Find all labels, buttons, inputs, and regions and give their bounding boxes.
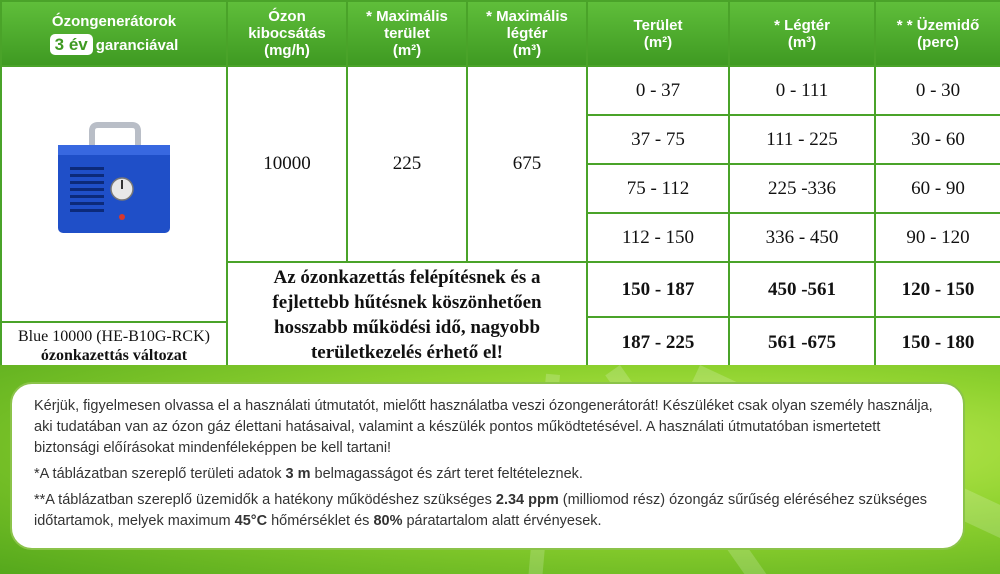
- header-area-l1: Terület: [633, 16, 683, 34]
- row-time: 60 - 90: [875, 164, 1000, 213]
- spec-max-area: 225: [347, 66, 467, 262]
- row-air: 336 - 450: [729, 213, 875, 262]
- notice-paragraph-3: **A táblázatban szereplő üzemidők a hatékony működéshez szükséges 2.34 ppm (milliomod rész) ózongáz sűrűség eléréséhez szükséges időtartamok, melyek maximum 45°C hőmérséklet és 80% páratartalom alatt érvényesek.: [34, 492, 928, 529]
- row-time: 150 - 180: [875, 317, 1000, 368]
- header-ozone-output: [227, 1, 347, 66]
- notice-paragraph-1: Kérjük, figyelmesen olvassa el a használati útmutatót, mielőtt használatba veszi ózongenerátorát! Készüléket csak olyan személy használja, aki tudatában van az ózon gáz élettani hatásaival, valamint a készülék pontos működtetésével. A használati útmutatóban ismertetett biztonsági előírásokat mindenféleképpen be kell tartani!: [34, 398, 933, 456]
- header-max-area-l3: (m²): [392, 42, 422, 59]
- header-ozone-l3: (mg/h): [264, 42, 310, 59]
- product-variant: ózonkazettás változat: [40, 347, 188, 364]
- row-air: 225 -336: [729, 164, 875, 213]
- header-max-area-l2: terület: [384, 25, 430, 42]
- header-air: [729, 1, 875, 66]
- table-header-row: [1, 1, 1000, 66]
- row-air: 0 - 111: [729, 66, 875, 115]
- cassette-note-l1: Az ózonkazettás felépítésnek és a: [273, 267, 541, 288]
- header-runtime: [875, 1, 1000, 66]
- cassette-note-l3: hosszabb működési idő, nagyobb: [273, 317, 541, 338]
- header-max-air-l2: légtér: [506, 25, 548, 42]
- product-cell: [1, 66, 227, 368]
- header-max-air-l3: (m³): [512, 42, 542, 59]
- row-area: 0 - 37: [587, 66, 729, 115]
- cassette-note-l4: területkezelés érhető el!: [310, 342, 503, 363]
- header-air-l1: * Légtér: [774, 16, 830, 34]
- spec-max-air: 675: [467, 66, 587, 262]
- header-products-title: Ózongenerátorok: [51, 12, 177, 30]
- row-area: 37 - 75: [587, 115, 729, 164]
- row-time: 120 - 150: [875, 262, 1000, 317]
- row-area: 187 - 225: [587, 317, 729, 368]
- product-name: [2, 321, 226, 365]
- row-air: 111 - 225: [729, 115, 875, 164]
- header-air-l2: (m³): [787, 33, 817, 51]
- header-area-l2: (m²): [643, 33, 673, 51]
- header-products: [1, 1, 227, 66]
- notice-box: [10, 382, 965, 550]
- cassette-note: [227, 262, 587, 368]
- header-runtime-l2: (perc): [917, 33, 959, 51]
- row-area: 75 - 112: [587, 164, 729, 213]
- header-ozone-l2: kibocsátás: [248, 25, 326, 42]
- header-products-sub: garanciával: [95, 36, 179, 54]
- header-max-area-l1: * Maximális: [366, 8, 448, 25]
- table-row: [1, 66, 1000, 115]
- row-area: 112 - 150: [587, 213, 729, 262]
- row-time: 0 - 30: [875, 66, 1000, 115]
- spec-ozone-output: 10000: [227, 66, 347, 262]
- notice-paragraph-2: *A táblázatban szereplő területi adatok 3 m belmagasságot és zárt teret feltételeznek.: [34, 466, 583, 482]
- notice-background: [0, 365, 1000, 574]
- header-max-air: [467, 1, 587, 66]
- row-time: 90 - 120: [875, 213, 1000, 262]
- row-air: 561 -675: [729, 317, 875, 368]
- header-max-air-l1: * Maximális: [486, 8, 568, 25]
- warranty-badge: 3 év: [50, 34, 93, 55]
- header-runtime-l1: * * Üzemidő: [896, 16, 980, 34]
- cassette-note-l2: fejlettebb hűtésnek köszönhetően: [272, 292, 542, 313]
- ozone-generator-device-icon: [50, 119, 180, 239]
- row-air: 450 -561: [729, 262, 875, 317]
- header-max-area: [347, 1, 467, 66]
- header-ozone-l1: Ózon: [268, 8, 306, 25]
- product-model: Blue 10000 (HE-B10G-RCK): [18, 328, 210, 345]
- row-time: 30 - 60: [875, 115, 1000, 164]
- header-area: [587, 1, 729, 66]
- row-area: 150 - 187: [587, 262, 729, 317]
